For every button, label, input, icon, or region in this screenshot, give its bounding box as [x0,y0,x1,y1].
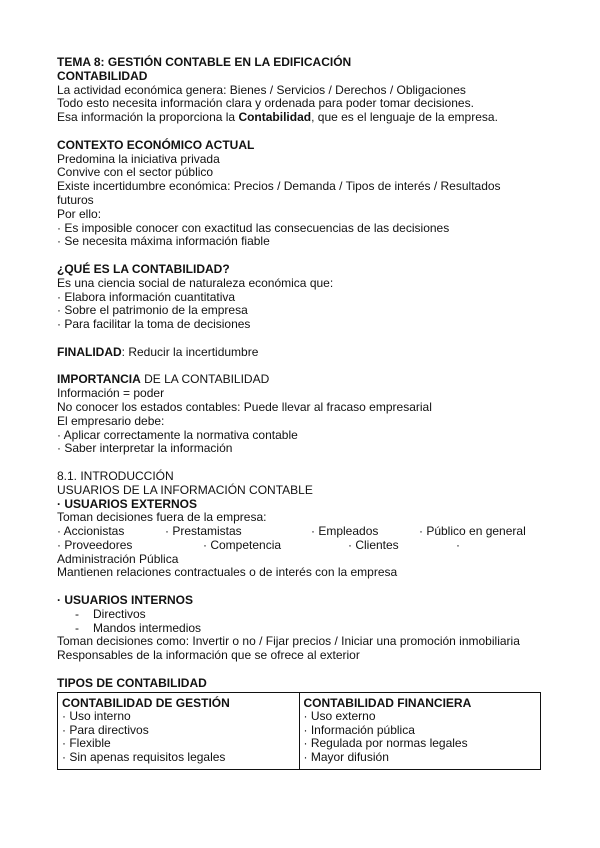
usuarios-externos-heading: · USUARIOS EXTERNOS [57,496,198,511]
text-fragment: , que es el lenguaje de la empresa. [311,110,498,125]
section-introduccion [57,470,545,663]
cell-item: · Uso interno [62,709,131,724]
text-line: · Aplicar correctamente la normativa contable [57,427,298,442]
text-line: Por ello: [57,206,102,221]
cell-heading: CONTABILIDAD DE GESTIÓN [62,695,230,710]
text-line: Responsables de la información que se ofrece al exterior [57,648,360,663]
text-line: El empresario debe: [57,413,165,428]
text-line: No conocer los estados contables: Puede llevar al fracaso empresarial [57,399,432,414]
text-line: · Para facilitar la toma de decisiones [57,317,251,332]
list-item: · Clientes [348,537,399,552]
finalidad-line [57,346,545,360]
bold-term: Contabilidad [238,110,312,125]
section-heading: TIPOS DE CONTABILIDAD [57,675,207,690]
usuarios-row [57,539,545,553]
cell-item: · Sin apenas requisitos legales [62,750,226,765]
section-tipos [57,677,545,770]
text-line: · Saber interpretar la información [57,441,233,456]
list-item: · Público en general [419,524,526,539]
section-heading: CONTEXTO ECONÓMICO ACTUAL [57,137,255,152]
list-item: Administración Pública [57,551,179,566]
text-line: Toman decisiones como: Invertir o no / Fijar precios / Iniciar una promoción inmobiliaria [57,634,520,649]
text-fragment: DE LA CONTABILIDAD [140,372,270,387]
text-line: futuros [57,192,94,207]
text-line: Es una ciencia social de naturaleza económica que: [57,275,334,290]
text-line [57,111,545,125]
subheading: USUARIOS DE LA INFORMACIÓN CONTABLE [57,482,313,497]
cell-item: · Flexible [62,736,111,751]
list-item: · Competencia [203,537,282,552]
text-line: · Se necesita máxima información fiable [57,234,270,249]
section-que-es [57,263,545,332]
text-line: Predomina la iniciativa privada [57,151,220,166]
section-contabilidad [57,70,545,125]
text-fragment: : Reducir la incertidumbre [121,344,259,359]
list-item: - Directivos [75,606,146,621]
text-line: Todo esto necesita información clara y ordenada para poder tomar decisiones. [57,96,474,111]
cell-item: · Uso externo [303,709,376,724]
usuarios-row [57,525,545,539]
text-line: · Sobre el patrimonio de la empresa [57,303,248,318]
cell-item: · Para directivos [62,722,149,737]
bold-term: IMPORTANCIA [57,372,141,387]
document-title: TEMA 8: GESTIÓN CONTABLE EN LA EDIFICACIÓN [57,55,352,69]
tipos-table [57,692,541,770]
text-line: Toman decisiones fuera de la empresa: [57,510,267,525]
text-line: Mantienen relaciones contractuales o de interés con la empresa [57,565,398,580]
list-item: · Proveedores [57,537,133,552]
list-item: · Accionistas [57,524,125,539]
cell-item: · Información pública [303,722,415,737]
list-item-label: Mandos intermedios [93,620,202,635]
list-item: - Mandos intermedios [75,620,202,635]
text-line: Existe incertidumbre económica: Precios / Demanda / Tipos de interés / Resultados [57,179,501,194]
text-line: Convive con el sector público [57,165,214,180]
document-page [57,56,545,770]
section-heading: ¿QUÉ ES LA CONTABILIDAD? [57,261,230,276]
cell-item: · Mayor difusión [303,750,389,765]
text-fragment: Esa información la proporciona la [57,110,239,125]
bold-term: FINALIDAD [57,344,122,359]
text-line: La actividad económica genera: Bienes / Servicios / Derechos / Obligaciones [57,82,466,97]
gestion-cell [58,692,300,769]
text-line: · Es imposible conocer con exactitud las consecuencias de las decisiones [57,220,450,235]
cell-heading: CONTABILIDAD FINANCIERA [303,695,472,710]
section-heading [57,373,545,387]
list-item-label: Directivos [93,606,146,621]
list-item: · [456,537,460,552]
section-heading: CONTABILIDAD [57,68,148,83]
cell-item: · Regulada por normas legales [303,736,468,751]
list-item: · Empleados [311,524,379,539]
text-line: Información = poder [57,386,165,401]
usuarios-internos-heading: · USUARIOS INTERNOS [57,593,194,608]
text-line: · Elabora información cuantitativa [57,289,236,304]
financiera-cell [299,692,541,769]
section-heading: 8.1. INTRODUCCIÓN [57,468,174,483]
section-contexto [57,139,545,249]
section-importancia [57,373,545,456]
list-item: · Prestamistas [165,524,242,539]
